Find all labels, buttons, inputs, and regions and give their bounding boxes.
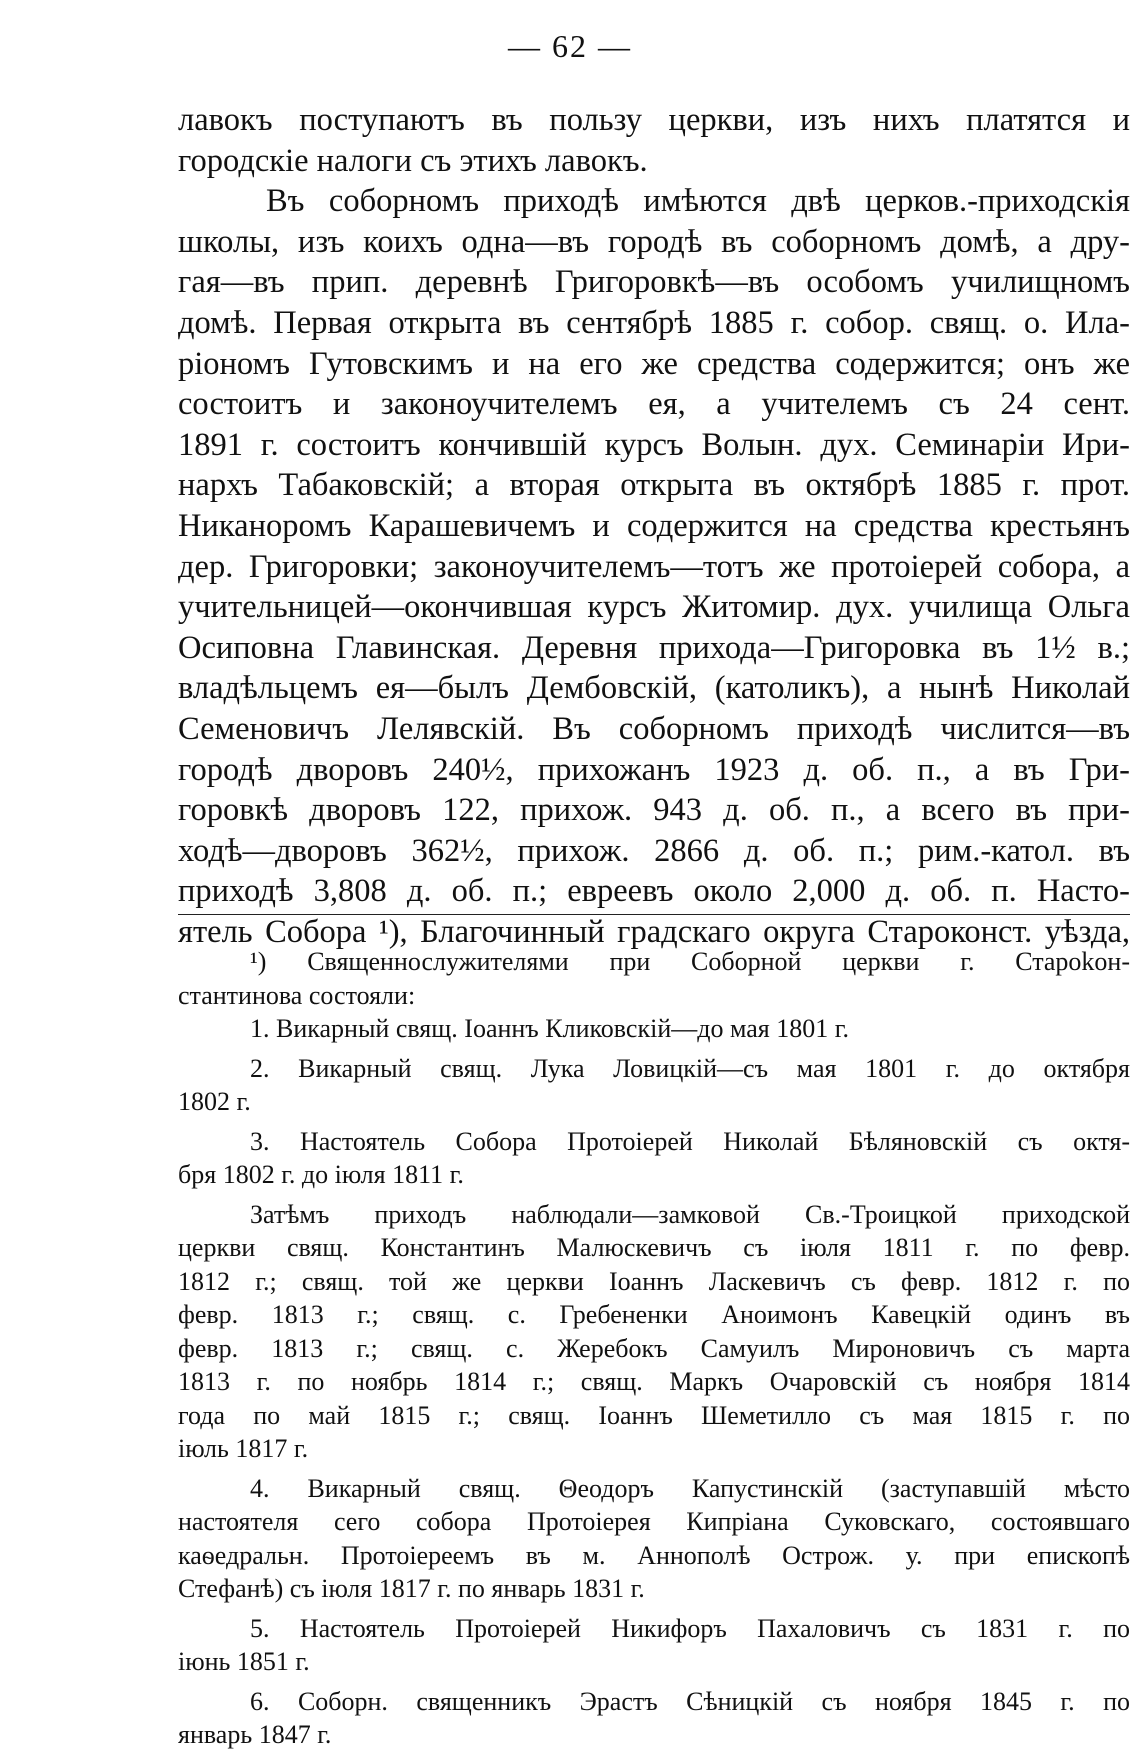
footnote-line: бря 1802 г. до іюля 1811 г. — [178, 1160, 464, 1189]
text-line: Никаноромъ Карашевичемъ и содержится на средства крестьянъ — [178, 507, 1130, 544]
text-line: состоитъ и законоучителемъ ея, а учителемъ съ 24 сент. — [178, 386, 1130, 423]
text-line: учительницей—окончившая курсъ Житомир. дух. училища Ольга — [178, 589, 1130, 626]
footnote-line: 2. Викарный свящ. Лука Ловицкій—съ мая 1801 г. до октября — [250, 1053, 1130, 1083]
text-line: нархъ Табаковскій; а вторая открыта въ октябрѣ 1885 г. прот. — [178, 467, 1130, 504]
text-line: ятель Собора ¹), Благочинный градскаго округа Староконст. уѣзда, — [178, 913, 1130, 950]
text-line: городскіе налоги съ этихъ лавокъ. — [178, 142, 648, 179]
footnote-line: іюнь 1851 г. — [178, 1647, 310, 1676]
text-line: дер. Григоровки; законоучителемъ—тотъ же протоіерей собора, а — [178, 548, 1130, 585]
footnote-line: 1812 г.; свящ. той же церкви Іоаннъ Ласкевичъ съ февр. 1812 г. по — [178, 1266, 1130, 1296]
footnote-line: 6. Соборн. священникъ Эрастъ Сѣницкій съ ноября 1845 г. по — [250, 1686, 1130, 1716]
text-line: лавокъ поступаютъ въ пользу церкви, изъ нихъ платятся и — [178, 102, 1130, 138]
footnote-line: 1. Викарный свящ. Іоаннъ Кликовскій—до мая 1801 г. — [250, 1014, 849, 1043]
footnote-line: ¹) Священнослужителями при Соборной церкви г. Староkон- — [250, 947, 1130, 976]
footnote-line: январь 1847 г. — [178, 1720, 332, 1749]
text-line: ріономъ Гутовскимъ и на его же средства содержится; онъ же — [178, 345, 1130, 382]
text-line: 1891 г. состоитъ кончившій курсъ Волын. дух. Семинаріи Ири- — [178, 426, 1130, 463]
footnote-line: Затѣмъ приходъ наблюдали—замковой Св.-Троицкой приходской — [250, 1199, 1130, 1229]
text-line: гая—въ прип. деревнѣ Григоровкѣ—въ особомъ училищномъ — [178, 264, 1130, 301]
text-line: Осиповна Главинская. Деревня прихода—Григоровка въ 1½ в.; — [178, 629, 1130, 666]
footnote-line: стантинова состояли: — [178, 980, 416, 1010]
text-line: Въ соборномъ приходѣ имѣются двѣ церков.-приходскія — [266, 183, 1130, 220]
text-line: городѣ дворовъ 240½, прихожанъ 1923 д. об. п., а въ Гри- — [178, 751, 1130, 788]
footnote-line: 1813 г. по ноябрь 1814 г.; свящ. Маркъ Очаровскій съ ноября 1814 — [178, 1367, 1130, 1396]
main-text — [178, 100, 1130, 952]
footnotes — [178, 945, 1130, 1752]
footnote-line: настоятеля сего собора Протоіерея Кипріана Суковскаго, состоявшаго — [178, 1507, 1130, 1536]
footnote-line: іюль 1817 г. — [178, 1434, 309, 1463]
text-line: ходѣ—дворовъ 362½, прихож. 2866 д. об. п.; рим.-катол. въ — [178, 832, 1130, 869]
footnote-line: 4. Викарный свящ. Θеодоръ Капустинскій (заступавшій мѣсто — [250, 1473, 1130, 1503]
footnote-line: каѳедральн. Протоіереемъ въ м. Аннополѣ Острож. у. при епископѣ — [178, 1540, 1130, 1570]
footnote-line: 3. Настоятель Собора Протоіерей Николай Бѣляновскій съ октя- — [250, 1126, 1130, 1156]
text-line: Семеновичъ Лелявскій. Въ соборномъ приходѣ числится—въ — [178, 710, 1130, 747]
text-line: домѣ. Первая открыта въ сентябрѣ 1885 г. собор. свящ. о. Ила- — [178, 304, 1130, 341]
footnote-divider — [178, 914, 1130, 915]
page-number: — 62 — — [508, 28, 632, 64]
text-line: горовкѣ дворовъ 122, прихож. 943 д. об. п., а всего въ при- — [178, 792, 1130, 829]
footnote-line: Стефанѣ) съ іюля 1817 г. по январь 1831 г. — [178, 1574, 645, 1603]
footnote-line: февр. 1813 г.; свящ. с. Жеребокъ Самуилъ Мироновичъ съ марта — [178, 1333, 1130, 1363]
footnote-line: февр. 1813 г.; свящ. с. Гребененки Аноимонъ Кавецкій одинъ въ — [178, 1300, 1130, 1329]
text-line: владѣльцемъ ея—былъ Дембовскій, (католикъ), а нынѣ Николай — [178, 670, 1130, 707]
text-line: приходѣ 3,808 д. об. п.; евреевъ около 2,000 д. об. п. Насто- — [178, 873, 1130, 910]
footnote-line: 5. Настоятель Протоіерей Никифоръ Пахаловичъ съ 1831 г. по — [250, 1613, 1130, 1643]
footnote-line: церкви свящ. Константинъ Малюскевичъ съ іюля 1811 г. по февр. — [178, 1233, 1130, 1262]
footnote-line: 1802 г. — [178, 1087, 251, 1116]
text-line: школы, изъ коихъ одна—въ городѣ въ соборномъ домѣ, а дру- — [178, 223, 1130, 260]
footnote-line: года по май 1815 г.; свящ. Іоаннъ Шеметилло съ мая 1815 г. по — [178, 1400, 1130, 1430]
